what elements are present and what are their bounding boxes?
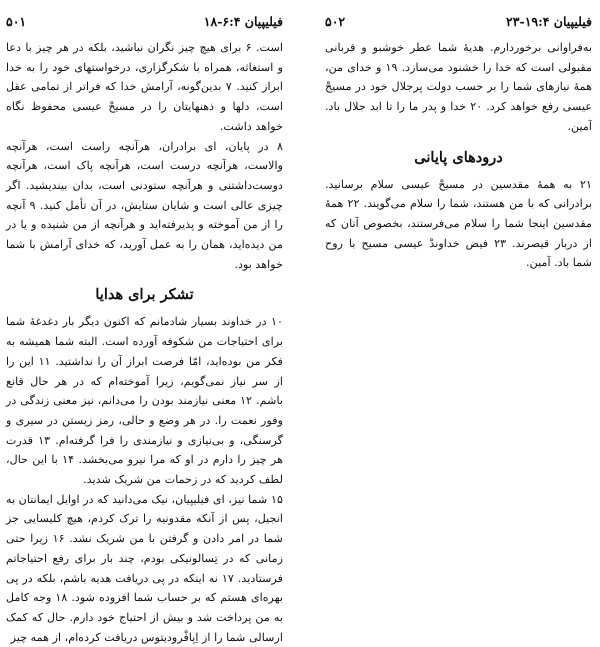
- right-page: [303, 0, 600, 626]
- right-section-title: درودهای پایانی: [414, 148, 503, 166]
- right-page-body: [325, 38, 592, 273]
- left-page-body: [6, 38, 283, 647]
- left-page-header: [6, 14, 283, 38]
- left-section-title: تشکر برای هدایا: [95, 286, 194, 304]
- left-paragraph-3: ۱۰ در خداوند بسیار شادمانم که اکنون دیگر بار دغدغهٔ شما برای احتیاجات من شکوفه آورده است. البته شما همیشه به فکر من بوده‌اید، امّا فرصت ابراز آن را نداشتید. ۱۱ این را از سر نیاز نمی‌گویم، زیرا آموخته‌ام که در هر حال قانع باشم. ۱۲ معنی نیازمند بودن را می‌دانم، نیز معنی زندگی در وفور نعمت را. در هر وضع و حالی، رمز زیستن در سیری و گرسنگی، و بی‌نیازی و نیازمندی را فرا گرفته‌ام. ۱۳ قدرت هر چیز را دارم در او که مرا نیرو می‌بخشد. ۱۴ با این حال، لطف کردید که در زحمات من شریک شدید.: [6, 315, 283, 487]
- left-paragraph-1: است. ۶ برای هیچ چیز نگران نباشید، بلکه در هر چیز با دعا و استغاثه، همراه با شکرگزاری، درخواستهای خود را به خدا ابراز کنید. ۷ بدین‌گونه، آرامش خدا که فراتر از تمامی عقل است، دلها و ذهنهایتان را در مسیحْ عیسی محفوظ نگاه خواهد داشت.: [6, 41, 283, 133]
- left-paragraph-4: ۱۵ شما نیز، ای فیلیپیان، نیک می‌دانید که در اوایل ایمانتان به انجیل، پس از آنکه مقدونیه را ترک کردم، هیچ کلیسایی جز شما در امر دادن و گرفتن با من شریک نشد. ۱۶ زیرا حتی زمانی که در تِسالونیکی بودم، چند بار برای رفع احتیاجاتم فرستادید. ۱۷ نه اینکه در پی دریافت هدیه باشم، بلکه در پی بهره‌ای هستم که بر حساب شما افزوده شود. ۱۸ وجه کامل به من پرداخت شد و بیش از احتیاج خود دارم. حال که کمک ارسالی شما را از اِپافْرودیتوس دریافت کرده‌ام، از همه چیز: [6, 492, 284, 644]
- left-paragraph-2: ۸ در پایان، ای برادران، هرآنچه راست است، هرآنچه والاست، هرآنچه درست است، هرآنچه پاک است، هرآنچه دوست‌داشتنی و هرآنچه ستودنی است، بدان بیندیشید. اگر چیزی عالی است و شایان ستایش، در آن تأمل کنید. ۹ آنچه را از من آموخته و پذیرفته‌اید و هرآنچه از من شنیده و یا در من دیده‌اید، همان را به عمل آورید، که خدای آرامش با شما خواهد بود.: [6, 139, 284, 271]
- left-header-reference: فیلیپیان ۶:۴-۱۸: [203, 14, 283, 29]
- right-greetings-paragraph: ۲۱ به همهٔ مقدسین در مسیحْ عیسی سلام برسانید. برادرانی که با من هستند، شما را سلام می‌گویند. ۲۲ همهٔ مقدسین اینجا شما را سلام می‌فرستند، بخصوص آنان که از دربار قیصرند. ۲۳ فیض خداوندْ عیسی مسیح با روح شما باد. آمین.: [325, 177, 592, 270]
- right-page-header: [325, 14, 592, 38]
- right-page-number: ۵۰۲: [325, 14, 346, 29]
- left-page-number: ۵۰۱: [6, 14, 27, 29]
- right-intro-paragraph: به‌فراوانی برخوردارم. هدیهٔ شما عطر خوشبو و قربانی مقبولی است که خدا را خشنود می‌سازد. ۱۹ و خدای من، همهٔ نیازهای شما را بر حسب دولت پرجلال خود در مسیحْ عیسی رفع خواهد کرد. ۲۰ خدا و پدر ما را تا ابد جلال باد. آمین.: [325, 41, 592, 133]
- right-header-reference: فیلیپیان ۱۹:۴-۲۳: [506, 14, 592, 29]
